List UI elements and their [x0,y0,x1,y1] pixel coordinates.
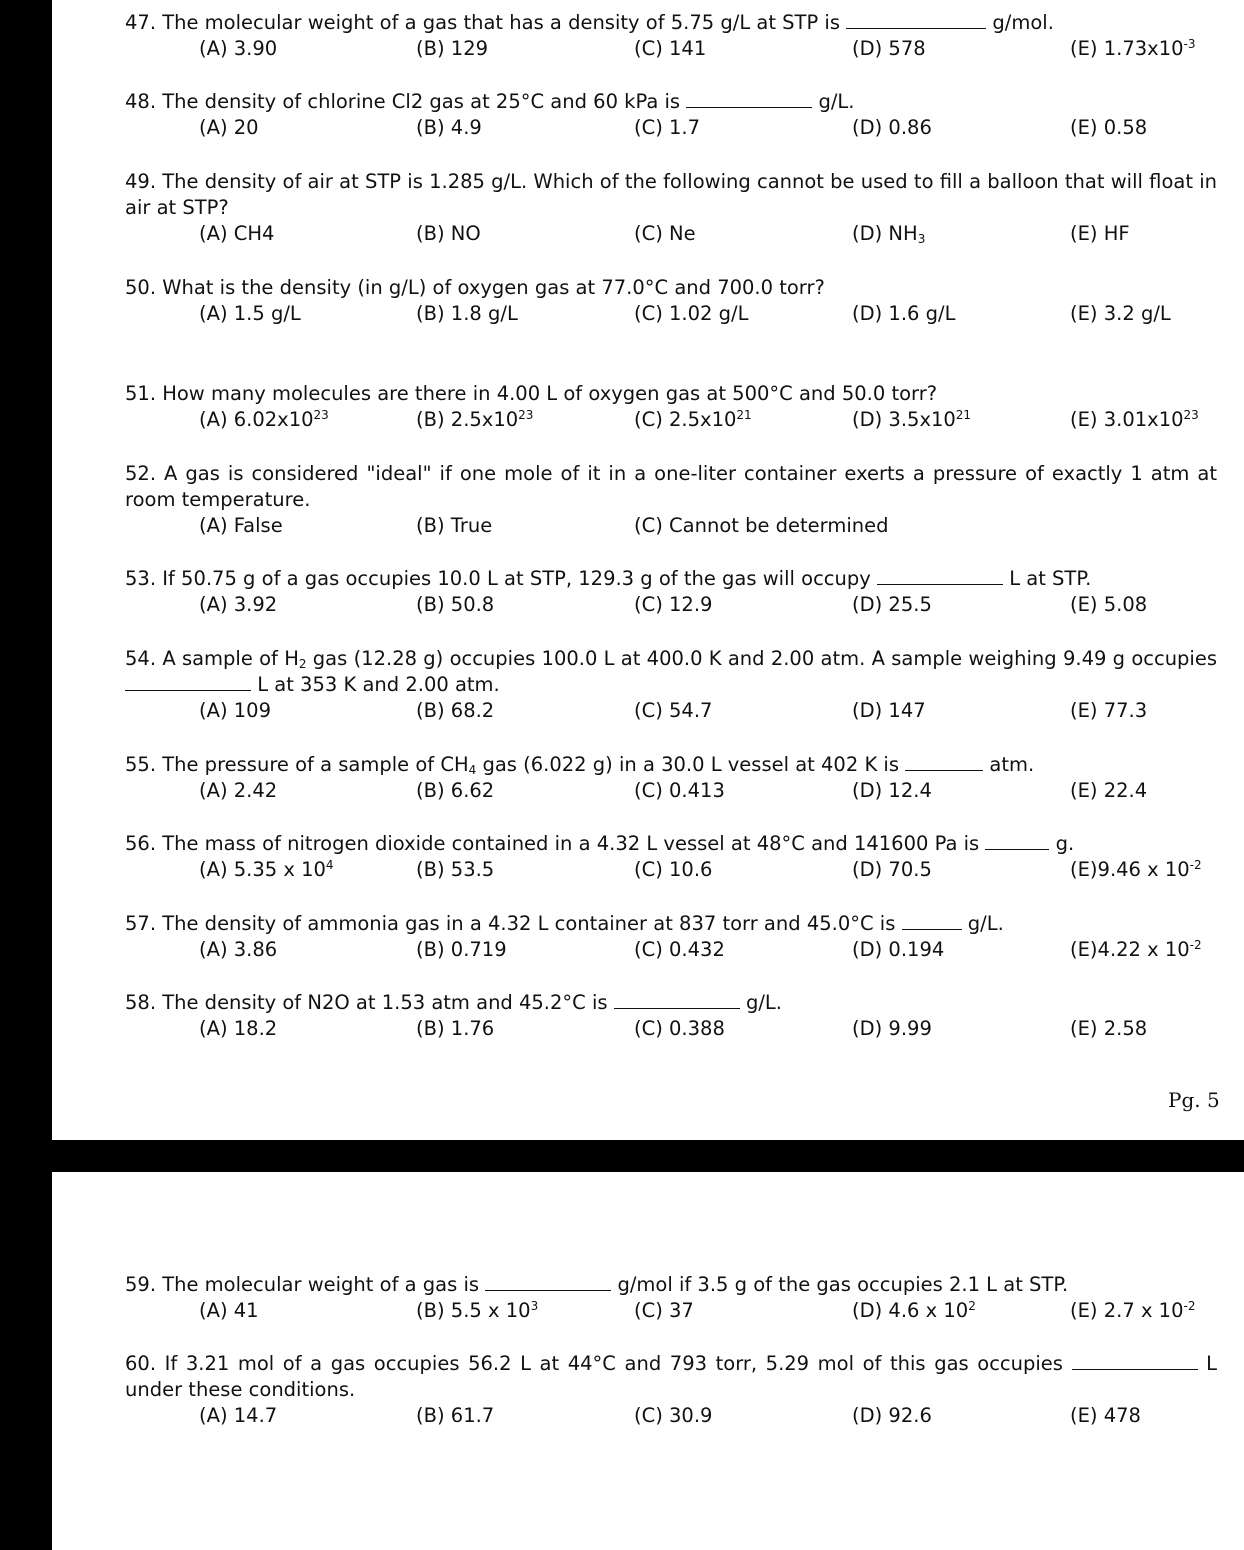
text-run: g. [1049,832,1075,855]
answer-option-c [634,698,712,724]
answer-options [125,1298,1217,1324]
text-run: (C) Ne [634,222,696,245]
text-run: The density of air at STP is 1.285 g/L. Which of the following cannot be used to fill a balloon that will float in air at STP? [125,170,1218,219]
question-number: 47. [125,11,157,34]
answer-option-d [852,115,932,141]
answer-option-e [1070,36,1195,62]
answer-option-d [852,592,932,618]
question-number: 59. [125,1273,157,1296]
question-stem [125,1351,1217,1403]
page-number: Pg. 5 [1168,1088,1220,1112]
answer-option-a [199,778,277,804]
text-run: The molecular weight of a gas that has a density of 5.75 g/L at STP is [162,11,847,34]
text-run: (A) 3.90 [199,37,278,60]
question-stem [125,381,1217,407]
text-run: (A) False [199,514,283,537]
answer-option-b [416,513,492,539]
text-run: (E) 0.58 [1070,116,1148,139]
answer-options [125,1403,1217,1429]
text-run: (E) 1.73x10 [1070,37,1184,60]
question-49 [125,169,1217,247]
answer-option-c [634,36,706,62]
text-run: gas (6.022 g) in a 30.0 L vessel at 402 K is [476,753,906,776]
answer-option-b [416,115,482,141]
text-run: (D) 147 [852,699,926,722]
answer-option-a [199,513,283,539]
answer-blank [485,1272,611,1291]
text-run: g/L. [812,90,855,113]
superscript: 2 [968,1299,976,1313]
question-53 [125,566,1217,618]
text-run: g/L. [739,991,782,1014]
text-run: (B) 1.8 g/L [416,302,518,325]
subscript: 3 [917,232,926,246]
question-47 [125,10,1217,62]
answer-option-d [852,857,932,883]
answer-option-b [416,1298,538,1324]
text-run: If 50.75 g of a gas occupies 10.0 L at STP, 129.3 g of the gas will occupy [162,567,877,590]
text-run: (D) 3.5x10 [852,408,956,431]
left-black-border [0,0,52,1550]
text-run: (D) 12.4 [852,779,932,802]
text-run: (D) 92.6 [852,1404,932,1427]
answer-option-c [634,857,712,883]
answer-option-c [634,301,748,327]
question-number: 48. [125,90,157,113]
question-number: 52. [125,462,157,485]
answer-option-c [634,407,752,433]
text-run: (C) 0.413 [634,779,725,802]
question-number: 51. [125,382,157,405]
superscript: 21 [736,408,752,422]
answer-option-a [199,1298,259,1324]
question-55 [125,752,1217,804]
answer-option-a [199,301,301,327]
answer-option-b [416,407,533,433]
answer-option-b [416,221,481,247]
text-run: (B) True [416,514,493,537]
text-run: (A) 18.2 [199,1017,278,1040]
answer-option-a [199,698,271,724]
answer-option-d [852,1016,932,1042]
text-run: (D) 9.99 [852,1017,932,1040]
question-stem [125,275,1217,301]
question-number: 50. [125,276,157,299]
question-59 [125,1272,1217,1324]
question-stem [125,169,1217,221]
text-run: (E) 2.7 x 10 [1070,1299,1184,1322]
answer-option-c [634,592,712,618]
answer-option-e [1070,115,1147,141]
text-run: How many molecules are there in 4.00 L of oxygen gas at 500°C and 50.0 torr? [162,382,938,405]
question-54 [125,646,1217,724]
text-run: L at 353 K and 2.00 atm. [251,673,500,696]
text-run: g/mol. [986,11,1054,34]
answer-option-d [852,36,926,62]
answer-option-b [416,1016,494,1042]
answer-blank [1072,1351,1198,1370]
question-number: 58. [125,991,157,1014]
text-run: L under these conditions. [125,1352,1218,1401]
text-run: (A) CH4 [199,222,275,245]
question-56 [125,831,1217,883]
text-run: (C) 2.5x10 [634,408,737,431]
text-run: (A) 14.7 [199,1404,278,1427]
text-run: (C) 1.7 [634,116,701,139]
text-run: (B) 61.7 [416,1404,495,1427]
answer-option-d [852,1403,932,1429]
text-run: (C) 37 [634,1299,694,1322]
answer-option-c [634,115,700,141]
answer-option-e [1070,937,1202,963]
answer-option-e [1070,592,1147,618]
text-run: L at STP. [1003,567,1092,590]
answer-option-a [199,115,259,141]
question-number: 49. [125,170,157,193]
text-run: (A) 3.92 [199,593,278,616]
answer-option-b [416,778,494,804]
text-run: (D) 4.6 x 10 [852,1299,969,1322]
text-run: (E) 3.2 g/L [1070,302,1171,325]
text-run: (D) 0.86 [852,116,932,139]
question-stem [125,461,1217,513]
question-51 [125,381,1217,433]
text-run: (E) 2.58 [1070,1017,1148,1040]
answer-option-e [1070,1298,1195,1324]
superscript: -3 [1183,37,1196,51]
answer-option-a [199,1016,277,1042]
text-run: (B) 1.76 [416,1017,495,1040]
question-50 [125,275,1217,327]
answer-blank [905,752,983,771]
text-run: (A) 41 [199,1299,259,1322]
answer-options [125,1016,1217,1042]
answer-option-b [416,1403,494,1429]
question-48 [125,89,1217,141]
question-stem [125,646,1217,698]
answer-option-c [634,778,725,804]
answer-options [125,513,1217,539]
answer-option-e [1070,778,1147,804]
answer-blank [686,89,812,108]
answer-option-c [634,1016,725,1042]
text-run: The pressure of a sample of CH [162,753,469,776]
answer-options [125,937,1217,963]
text-run: (C) 0.432 [634,938,725,961]
answer-option-e [1070,698,1147,724]
text-run: (C) 10.6 [634,858,713,881]
answer-option-b [416,36,488,62]
answer-option-a [199,857,334,883]
text-run: (B) 68.2 [416,699,495,722]
text-run: gas (12.28 g) occupies 100.0 L at 400.0 K and 2.00 atm. A sample weighing 9.49 g occupies [306,647,1218,670]
answer-options [125,407,1217,433]
question-stem [125,752,1217,778]
text-run: (E)4.22 x 10 [1070,938,1190,961]
question-number: 53. [125,567,157,590]
answer-options [125,778,1217,804]
text-run: (C) 0.388 [634,1017,725,1040]
answer-option-a [199,592,277,618]
superscript: 3 [530,1299,539,1313]
text-run: A gas is considered "ideal" if one mole of it in a one-liter container exerts a pressure of exactly 1 atm at room temperature. [125,462,1217,511]
superscript: -2 [1189,938,1202,952]
text-run: (C) 54.7 [634,699,713,722]
answer-option-b [416,937,507,963]
question-stem [125,566,1217,592]
answer-option-a [199,937,277,963]
text-run: atm. [983,753,1035,776]
text-run: (A) 2.42 [199,779,278,802]
answer-option-a [199,36,277,62]
text-run: The density of chlorine Cl2 gas at 25°C and 60 kPa is [162,90,687,113]
text-run: A sample of H [162,647,299,670]
text-run: (C) 12.9 [634,593,713,616]
text-run: (B) 2.5x10 [416,408,519,431]
superscript: 23 [518,408,534,422]
text-run: (B) 4.9 [416,116,482,139]
text-run: (B) 50.8 [416,593,495,616]
subscript: 4 [468,763,477,777]
answer-option-e [1070,407,1199,433]
question-stem [125,831,1217,857]
answer-option-e [1070,857,1202,883]
question-58 [125,990,1217,1042]
answer-option-d [852,407,971,433]
question-number: 57. [125,912,157,935]
answer-option-a [199,407,329,433]
answer-blank [614,990,740,1009]
superscript: -2 [1189,858,1202,872]
answer-option-c [634,937,725,963]
superscript: 23 [1183,408,1199,422]
answer-option-d [852,778,932,804]
text-run: (D) 1.6 g/L [852,302,956,325]
answer-blank [877,566,1003,585]
answer-option-c [634,513,889,539]
superscript: 23 [313,408,329,422]
answer-options [125,698,1217,724]
answer-option-d [852,301,955,327]
text-run: If 3.21 mol of a gas occupies 56.2 L at 44°C and 793 torr, 5.29 mol of this gas occupies [164,1352,1072,1375]
text-run: (A) 5.35 x 10 [199,858,326,881]
text-run: (E) 3.01x10 [1070,408,1184,431]
answer-option-c [634,1298,694,1324]
answer-option-b [416,698,494,724]
answer-option-d [852,937,944,963]
text-run: (B) NO [416,222,481,245]
text-run: (D) 70.5 [852,858,932,881]
question-stem [125,1272,1217,1298]
text-run: (D) 25.5 [852,593,932,616]
answer-options [125,857,1217,883]
text-run: (A) 109 [199,699,271,722]
answer-options [125,221,1217,247]
question-number: 55. [125,753,157,776]
subscript: 2 [298,657,307,671]
answer-option-a [199,221,274,247]
text-run: (E) 22.4 [1070,779,1148,802]
text-run: The density of N2O at 1.53 atm and 45.2°C is [162,991,614,1014]
text-run: (B) 0.719 [416,938,507,961]
text-run: The molecular weight of a gas is [162,1273,486,1296]
text-run: (E) HF [1070,222,1130,245]
text-run: (D) 578 [852,37,926,60]
question-60 [125,1351,1217,1429]
text-run: (B) 129 [416,37,489,60]
question-number: 56. [125,832,157,855]
answer-option-c [634,221,696,247]
answer-option-d [852,1298,976,1324]
text-run: The mass of nitrogen dioxide contained in a 4.32 L vessel at 48°C and 141600 Pa is [162,832,986,855]
answer-option-e [1070,221,1130,247]
answer-options [125,592,1217,618]
answer-option-e [1070,1016,1147,1042]
answer-option-b [416,301,518,327]
answer-option-b [416,857,494,883]
text-run: (E) 77.3 [1070,699,1148,722]
superscript: 4 [325,858,334,872]
answer-options [125,115,1217,141]
text-run: (A) 3.86 [199,938,278,961]
question-number: 54. [125,647,157,670]
text-run: The density of ammonia gas in a 4.32 L container at 837 torr and 45.0°C is [162,912,902,935]
question-52 [125,461,1217,539]
answer-options [125,301,1217,327]
answer-blank [125,672,251,691]
answer-option-d [852,698,926,724]
answer-option-e [1070,301,1171,327]
page-divider-bar [52,1140,1244,1172]
answer-option-d [852,221,925,247]
text-run: What is the density (in g/L) of oxygen gas at 77.0°C and 700.0 torr? [162,276,825,299]
text-run: (E) 478 [1070,1404,1141,1427]
text-run: (C) 1.02 g/L [634,302,749,325]
text-run: (C) 30.9 [634,1404,713,1427]
text-run: (C) 141 [634,37,707,60]
answer-option-a [199,1403,277,1429]
text-run: (B) 6.62 [416,779,495,802]
question-stem [125,89,1217,115]
answer-blank [902,911,962,930]
answer-blank [846,10,986,29]
answer-option-c [634,1403,712,1429]
answer-options [125,36,1217,62]
text-run: (D) 0.194 [852,938,945,961]
text-run: (D) NH [852,222,918,245]
text-run: (A) 6.02x10 [199,408,314,431]
answer-option-b [416,592,494,618]
text-run: (E) 5.08 [1070,593,1148,616]
question-57 [125,911,1217,963]
text-run: g/mol if 3.5 g of the gas occupies 2.1 L at STP. [611,1273,1069,1296]
question-number: 60. [125,1352,157,1375]
text-run: g/L. [961,912,1004,935]
text-run: (E)9.46 x 10 [1070,858,1190,881]
text-run: (C) Cannot be determined [634,514,889,537]
text-run: (B) 53.5 [416,858,495,881]
text-run: (A) 1.5 g/L [199,302,301,325]
text-run: (B) 5.5 x 10 [416,1299,531,1322]
question-stem [125,911,1217,937]
question-stem [125,10,1217,36]
text-run: (A) 20 [199,116,259,139]
question-stem [125,990,1217,1016]
answer-option-e [1070,1403,1141,1429]
superscript: 21 [955,408,972,422]
answer-blank [985,831,1049,850]
superscript: -2 [1183,1299,1196,1313]
